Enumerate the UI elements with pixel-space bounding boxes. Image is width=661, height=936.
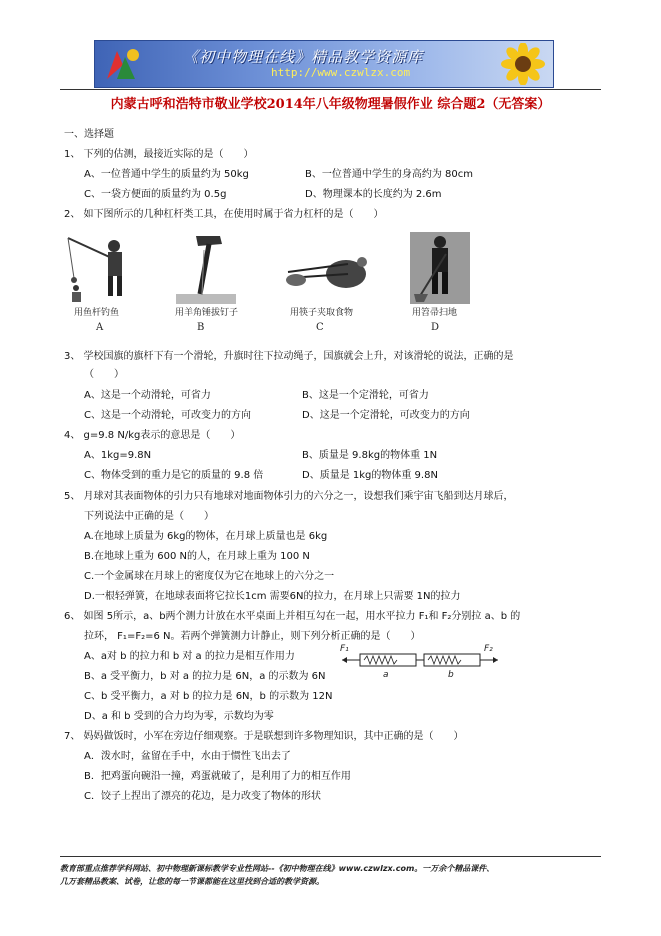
header-banner — [94, 40, 554, 88]
broom-figure — [410, 232, 470, 304]
section-heading: 一、选择题 — [64, 129, 114, 140]
fishing-rod-figure — [66, 232, 136, 304]
q2-caption-b: 用羊角锤拔钉子 — [175, 308, 239, 318]
footer — [60, 862, 620, 888]
q2-caption-c: 用筷子夹取食物 — [290, 308, 354, 318]
banner-url: http://www.czwlzx.com — [271, 66, 411, 79]
q6-option-b: B、a 受平衡力，b 对 a 的拉力是 6N，a 的示数为 6N — [84, 671, 326, 682]
page-title: 内蒙古呼和浩特市敬业学校2014年八年级物理暑假作业 综合题2（无答案） — [110, 97, 551, 112]
q5-option-d: D.一根轻弹簧，在地球表面将它拉长1cm 需要6N的拉力，在月球上只需要 1N的拉力 — [84, 591, 461, 602]
spring-scales-figure — [340, 646, 500, 682]
q4-stem: 4、 g=9.8 N/kg表示的意思是（ ） — [64, 430, 241, 441]
q6-label-f2: F₂ — [484, 644, 493, 654]
q6-label-f1: F₁ — [340, 644, 349, 654]
q5-stem-line1: 5、 月球对其表面物体的引力只有地球对地面物体引力的六分之一，设想我们乘宇宙飞船到达月球后， — [64, 491, 514, 502]
q3-stem-line1: 3、 学校国旗的旗杆下有一个滑轮，升旗时往下拉动绳子，国旗就会上升，对该滑轮的说法，正确的是 — [64, 351, 514, 362]
q4-option-a: A、1kg=9.8N — [84, 450, 152, 461]
q2-stem: 2、 如下图所示的几种杠杆类工具，在使用时属于省力杠杆的是（ ） — [64, 209, 384, 220]
q6-label-a: a — [383, 670, 389, 680]
q4-option-d: D、质量是 1kg的物体重 9.8N — [302, 470, 438, 481]
sunflower-icon — [485, 43, 549, 85]
q2-letter-a: A — [96, 322, 104, 333]
q6-stem-line1: 6、 如图 5所示，a、b两个测力计放在水平桌面上并相互勾在一起，用水平拉力 F₁和 F₂分别拉 a、b 的 — [64, 611, 521, 622]
q2-letter-b: B — [197, 322, 205, 333]
q5-option-c: C.一个金属球在月球上的密度仅为它在地球上的六分之一 — [84, 571, 335, 582]
q1-option-b: B、一位普通中学生的身高约为 80cm — [305, 169, 474, 180]
q6-option-d: D、a 和 b 受到的合力均为零，示数均为零 — [84, 711, 274, 722]
q3-option-b: B、这是一个定滑轮，可省力 — [302, 390, 429, 401]
q2-letter-d: D — [431, 322, 440, 333]
q3-stem-line2: （ ） — [84, 369, 124, 380]
q7-stem: 7、 妈妈做饭时，小军在旁边仔细观察。于是联想到许多物理知识，其中正确的是（ ） — [64, 731, 464, 742]
q3-option-c: C、这是一个动滑轮，可改变力的方向 — [84, 410, 251, 421]
q1-option-d: D、物理课本的长度约为 2.6m — [305, 189, 442, 200]
q6-stem-line2: 拉环， F₁=F₂=6 N。若两个弹簧测力计静止，则下列分析正确的是（ ） — [84, 631, 421, 642]
q6-option-a: A、a对 b 的拉力和 b 对 a 的拉力是相互作用力 — [84, 651, 295, 662]
claw-hammer-figure — [176, 232, 236, 304]
q5-option-a: A.在地球上质量为 6kg的物体，在月球上质量也是 6kg — [84, 531, 328, 542]
q4-option-b: B、质量是 9.8kg的物体重 1N — [302, 450, 438, 461]
q1-stem: 1、 下列的估测，最接近实际的是（ ） — [64, 149, 254, 160]
q7-option-b: B．把鸡蛋向碗沿一撞，鸡蛋就破了，是利用了力的相互作用 — [84, 771, 351, 782]
chopsticks-figure — [286, 250, 372, 300]
q3-option-a: A、这是一个动滑轮，可省力 — [84, 390, 211, 401]
q6-option-c: C、b 受平衡力，a 对 b 的拉力是 6N，b 的示数为 12N — [84, 691, 333, 702]
q5-option-b: B.在地球上重为 600 N的人，在月球上重为 100 N — [84, 551, 310, 562]
header-rule — [60, 89, 601, 90]
banner-slogan: 《初中物理在线》精品教学资源库 — [183, 48, 424, 66]
footer-line-1: 教育部重点推荐学科网站、初中物理新课标教学专业性网站--《初中物理在线》www.czwlzx.com。一万余个精品课件、 — [60, 864, 495, 873]
q7-option-a: A．泼水时，盆留在手中，水由于惯性飞出去了 — [84, 751, 291, 762]
q3-option-d: D、这是一个定滑轮，可改变力的方向 — [302, 410, 470, 421]
q2-caption-d: 用笤帚扫地 — [412, 308, 458, 318]
q2-letter-c: C — [316, 322, 324, 333]
q2-caption-a: 用鱼杆钓鱼 — [74, 308, 120, 318]
footer-line-2: 几万套精品教案、试卷，让您的每一节课都能在这里找到合适的教学资源。 — [60, 877, 324, 886]
q4-option-c: C、物体受到的重力是它的质量的 9.8 倍 — [84, 470, 264, 481]
q7-option-c: C．饺子上捏出了漂亮的花边，是力改变了物体的形状 — [84, 791, 321, 802]
q6-label-b: b — [448, 670, 454, 680]
q1-option-c: C、一袋方便面的质量约为 0.5g — [84, 189, 227, 200]
q5-stem-line2: 下列说法中正确的是（ ） — [84, 511, 214, 522]
q1-option-a: A、一位普通中学生的质量约为 50kg — [84, 169, 249, 180]
site-logo-icon — [103, 45, 143, 83]
footer-rule — [60, 856, 601, 857]
